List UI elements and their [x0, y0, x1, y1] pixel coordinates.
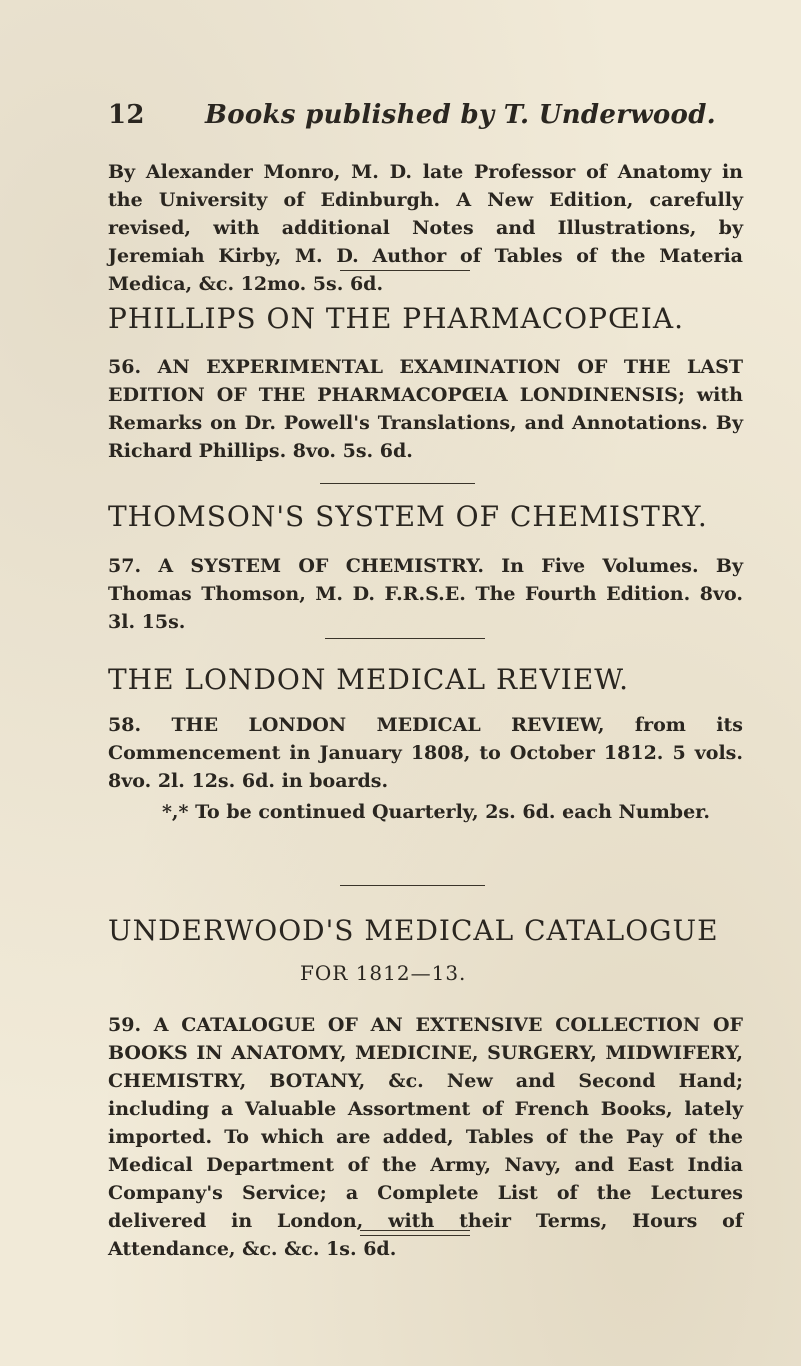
catalogue-subheading: FOR 1812—13.: [300, 961, 467, 985]
entry-58: 58. THE LONDON MEDICAL REVIEW, from its Commencement in January 1808, to October 1812. 5 vols. 8vo. 2l. 12s. 6d. in boards.: [108, 714, 743, 792]
section-divider: [340, 885, 485, 886]
entry-56: 56. AN EXPERIMENTAL EXAMINATION OF THE LAST EDITION OF THE PHARMACOPŒIA LONDINENSIS; with Remarks on Dr. Powell's Translations, and Annotations. By Richard Phillips. 8vo. 5s. 6d.: [108, 356, 743, 462]
entry-57: 57. A SYSTEM OF CHEMISTRY. In Five Volumes. By Thomas Thomson, M. D. F.R.S.E. The Fourth Edition. 8vo. 3l. 15s.: [108, 555, 743, 633]
section-divider: [325, 638, 485, 639]
running-title: Books published by T. Underwood.: [205, 100, 717, 130]
entry-59: 59. A CATALOGUE OF AN EXTENSIVE COLLECTION OF BOOKS IN ANATOMY, MEDICINE, SURGERY, MIDWIFERY, CHEMISTRY, BOTANY, &c. New and Second Hand; including a Valuable Assortment of French Books, lately imported. To which are added, Tables of the Pay of the Medical Department of the Army, Navy, and East India Company's Service; a Complete List of the Lectures delivered in London, with their Terms, Hours of Attendance, &c. &c. 1s. 6d.: [108, 1014, 743, 1260]
section-heading-london-review: THE LONDON MEDICAL REVIEW.: [108, 663, 630, 696]
intro-paragraph: By Alexander Monro, M. D. late Professor of Anatomy in the University of Edinburgh. A New Edition, carefully revised, with additional Notes and Illustrations, by Jeremiah Kirby, M. D. Author of Tables of the Materia Medica, &c. 12mo. 5s. 6d.: [108, 161, 743, 295]
section-divider: [340, 270, 470, 271]
page-number: 12: [108, 100, 145, 130]
section-heading-phillips: PHILLIPS ON THE PHARMACOPŒIA.: [108, 302, 684, 335]
section-heading-catalogue: UNDERWOOD'S MEDICAL CATALOGUE: [108, 914, 719, 947]
end-rule: [360, 1230, 470, 1236]
section-divider: [320, 483, 475, 484]
entry-58-note: *,* To be continued Quarterly, 2s. 6d. each Number.: [162, 801, 711, 823]
section-heading-thomson: THOMSON'S SYSTEM OF CHEMISTRY.: [108, 500, 708, 533]
